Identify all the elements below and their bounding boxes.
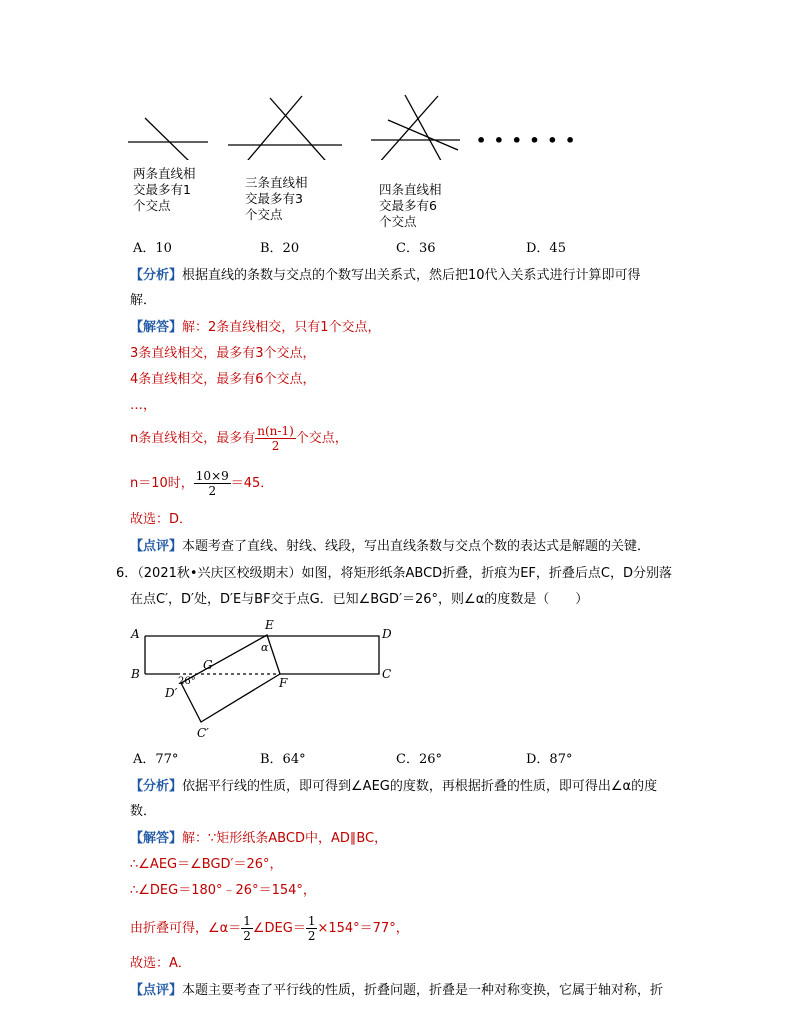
label-angle-26: 26° <box>178 676 196 687</box>
q5-option-a: A．10 <box>133 241 172 256</box>
figure1-two-lines-slanted <box>145 118 190 160</box>
solution-text: 个交点， <box>295 431 348 446</box>
q6-analysis-line2: 数． <box>130 804 157 819</box>
caption-line: 个交点 <box>245 207 283 222</box>
q6-solution-line3: ∴∠DEG＝180°﹣26°＝154°， <box>130 883 316 898</box>
caption-line: 三条直线相 <box>245 175 308 190</box>
caption-line: 四条直线相 <box>379 182 442 197</box>
q6-option-d: D．87° <box>526 752 573 767</box>
fraction <box>306 914 318 943</box>
q6-solution-line2: ∴∠AEG＝∠BGD′＝26°， <box>130 857 283 872</box>
q6-comment <box>130 983 663 999</box>
figure1-ellipsis: • • • • • • <box>476 131 577 150</box>
label-g: G <box>203 658 213 672</box>
q6-stem-line2: 在点C′，D′处，D′E与BF交于点G．已知∠BGD′＝26°，则∠α的度数是（ ） <box>130 592 589 607</box>
fraction <box>194 469 231 498</box>
caption-line: 交最多有1 <box>133 182 191 197</box>
q5-option-b: B．20 <box>260 241 300 256</box>
q5-solution-line6 <box>130 469 273 498</box>
q6-solution-line4 <box>130 914 409 943</box>
comment-tag: 【点评】 <box>130 983 183 998</box>
q5-option-d: D．45 <box>526 241 566 256</box>
fraction <box>241 914 253 943</box>
solution-tag: 【解答】 <box>130 831 183 846</box>
q6-answer: 故选：A． <box>130 956 191 971</box>
q6-analysis <box>130 779 657 795</box>
solution-text: 解：2条直线相交，只有1个交点， <box>182 320 381 335</box>
q6-solution-line1 <box>130 831 387 847</box>
figure1-three-lines-left <box>243 96 302 160</box>
label-b: B <box>131 667 140 681</box>
folded-rectangle-figure <box>125 618 415 746</box>
label-f: F <box>279 676 288 690</box>
label-c: C <box>382 667 392 681</box>
comment-text: 本题主要考查了平行线的性质，折叠问题，折叠是一种对称变换，它属于轴对称，折 <box>182 983 664 998</box>
solution-text: ×154°＝77°， <box>317 921 409 936</box>
q5-solution-line5 <box>130 424 348 453</box>
caption-line: 交最多有3 <box>245 191 303 206</box>
label-d: D <box>382 627 392 641</box>
caption-line: 两条直线相 <box>133 166 196 181</box>
figure1-caption-two <box>133 166 196 214</box>
caption-line: 个交点 <box>379 214 417 229</box>
fraction-numerator: 10×9 <box>195 469 229 483</box>
q5-analysis-line2: 解． <box>130 293 157 308</box>
solution-text: ＝45． <box>230 476 274 491</box>
q5-option-c: C．36 <box>396 241 436 256</box>
solution-text: 由折叠可得，∠α＝ <box>130 921 242 936</box>
figure1-four-lines-c <box>388 120 458 150</box>
solution-text: ∠DEG＝ <box>252 921 306 936</box>
comment-tag: 【点评】 <box>130 539 183 554</box>
fraction-denominator: 2 <box>243 929 251 943</box>
q5-solution-line3: 4条直线相交，最多有6个交点， <box>130 372 316 387</box>
label-c-prime: C′ <box>197 726 209 740</box>
fraction-numerator: 1 <box>307 914 316 928</box>
solution-tag: 【解答】 <box>130 320 183 335</box>
q6-option-b: B．64° <box>260 752 306 767</box>
q5-solution-line4: …， <box>130 398 157 413</box>
q6-option-c: C．26° <box>396 752 442 767</box>
solution-text: n＝10时， <box>130 476 194 491</box>
q5-comment <box>130 539 650 555</box>
solution-text: 解：∵矩形纸条ABCD中，AD∥BC， <box>182 831 388 846</box>
fraction-denominator: 2 <box>208 484 217 498</box>
fraction-numerator: 1 <box>243 914 251 928</box>
solution-text: n条直线相交，最多有 <box>130 431 256 446</box>
label-alpha: α <box>261 641 269 654</box>
intersecting-lines-figure <box>120 90 460 160</box>
q6-stem-line1: 6．（2021秋•兴庆区校级期末）如图，将矩形纸条ABCD折叠，折痕为EF，折叠后点C，D分别落 <box>116 566 672 581</box>
label-e: E <box>265 618 274 632</box>
label-d-prime: D′ <box>165 686 178 700</box>
caption-line: 交最多有6 <box>379 198 437 213</box>
q6-option-a: A．77° <box>133 752 179 767</box>
fraction <box>255 424 296 453</box>
q5-analysis <box>130 268 641 284</box>
figure1-caption-four <box>379 182 442 230</box>
figure1-three-lines-right <box>270 98 332 160</box>
analysis-tag: 【分析】 <box>130 268 183 283</box>
fraction-numerator: n(n-1) <box>257 424 294 438</box>
analysis-text: 根据直线的条数与交点的个数写出关系式，然后把10代入关系式进行计算即可得 <box>182 268 641 283</box>
q5-solution-line2: 3条直线相交，最多有3个交点， <box>130 346 316 361</box>
analysis-text: 依据平行线的性质，即可得到∠AEG的度数，再根据折叠的性质，即可得出∠α的度 <box>182 779 658 794</box>
fraction-denominator: 2 <box>271 439 280 453</box>
fraction-denominator: 2 <box>307 929 316 943</box>
analysis-tag: 【分析】 <box>130 779 183 794</box>
caption-line: 个交点 <box>133 198 171 213</box>
label-a: A <box>131 627 140 641</box>
q5-solution-line1 <box>130 320 381 336</box>
figure1-caption-three <box>245 175 308 223</box>
comment-text: 本题考查了直线、射线、线段，写出直线条数与交点个数的表达式是解题的关键． <box>182 539 651 554</box>
q5-answer: 故选：D． <box>130 512 193 527</box>
